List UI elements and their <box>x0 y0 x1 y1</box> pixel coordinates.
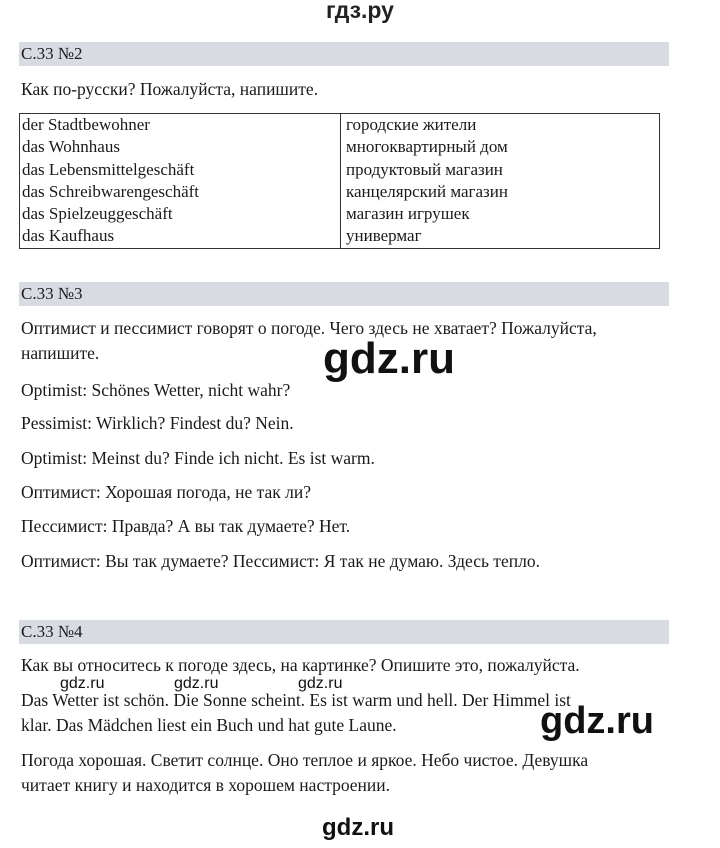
watermark-main: gdz.ru <box>323 334 455 383</box>
answer-russian-line1: Погода хорошая. Светит солнце. Оно теплое и яркое. Небо чистое. Девушка <box>21 750 589 770</box>
russian-word: городские жители <box>346 115 477 134</box>
answer-german-line2: klar. Das Mädchen liest ein Buch und hat gute Laune. <box>21 715 397 735</box>
task-text-3-line2: напишите. <box>21 343 100 363</box>
site-header[interactable]: гдз.ру <box>326 0 394 23</box>
watermark-footer: gdz.ru <box>322 814 394 841</box>
watermark-small: gdz.ru <box>174 675 219 692</box>
german-word: das Spielzeuggeschäft <box>22 204 173 224</box>
russian-word: канцелярский магазин <box>346 181 508 201</box>
task-text-2: Как по-русски? Пожалуйста, напишите. <box>21 79 319 99</box>
german-word: das Kaufhaus <box>22 226 115 246</box>
vocabulary-table <box>19 113 660 249</box>
task-text-3-line1: Оптимист и пессимист говорят о погоде. Чего здесь не хватает? Пожалуйста, <box>21 318 597 338</box>
section-header-3: С.33 №3 <box>19 282 669 306</box>
answer-russian-line2: читает книгу и находится в хорошем настроении. <box>21 775 391 795</box>
german-word: der Stadtbewohner <box>22 115 150 134</box>
dialog-line: Пессимист: Правда? А вы так думаете? Нет. <box>21 516 351 536</box>
dialog-line: Optimist: Meinst du? Finde ich nicht. Es ist warm. <box>21 448 375 468</box>
watermark-right: gdz.ru <box>540 700 654 742</box>
russian-word: многоквартирный дом <box>346 137 508 157</box>
dialog-line: Оптимист: Вы так думаете? Пессимист: Я так не думаю. Здесь тепло. <box>21 551 540 571</box>
russian-word: магазин игрушек <box>346 204 470 224</box>
russian-word: универмаг <box>346 226 422 246</box>
german-word: das Schreibwarengeschäft <box>22 181 200 201</box>
dialog-line: Optimist: Schönes Wetter, nicht wahr? <box>21 380 291 400</box>
german-word: das Wohnhaus <box>22 137 120 157</box>
table-row <box>20 114 660 249</box>
watermark-small: gdz.ru <box>298 675 343 692</box>
russian-column <box>341 114 660 249</box>
answer-german-line1: Das Wetter ist schön. Die Sonne scheint. Es ist warm und hell. Der Himmel ist <box>21 690 571 710</box>
task-text-4: Как вы относитесь к погоде здесь, на картинке? Опишите это, пожалуйста. <box>21 655 580 675</box>
section-header-4: С.33 №4 <box>19 620 669 644</box>
german-word: das Lebensmittelgeschäft <box>22 159 195 179</box>
dialog-line: Pessimist: Wirklich? Findest du? Nein. <box>21 413 294 433</box>
german-column <box>20 114 341 249</box>
section-header-2: С.33 №2 <box>19 42 669 66</box>
dialog-line: Оптимист: Хорошая погода, не так ли? <box>21 482 311 502</box>
russian-word: продуктовый магазин <box>346 159 503 179</box>
watermark-small: gdz.ru <box>60 675 105 692</box>
